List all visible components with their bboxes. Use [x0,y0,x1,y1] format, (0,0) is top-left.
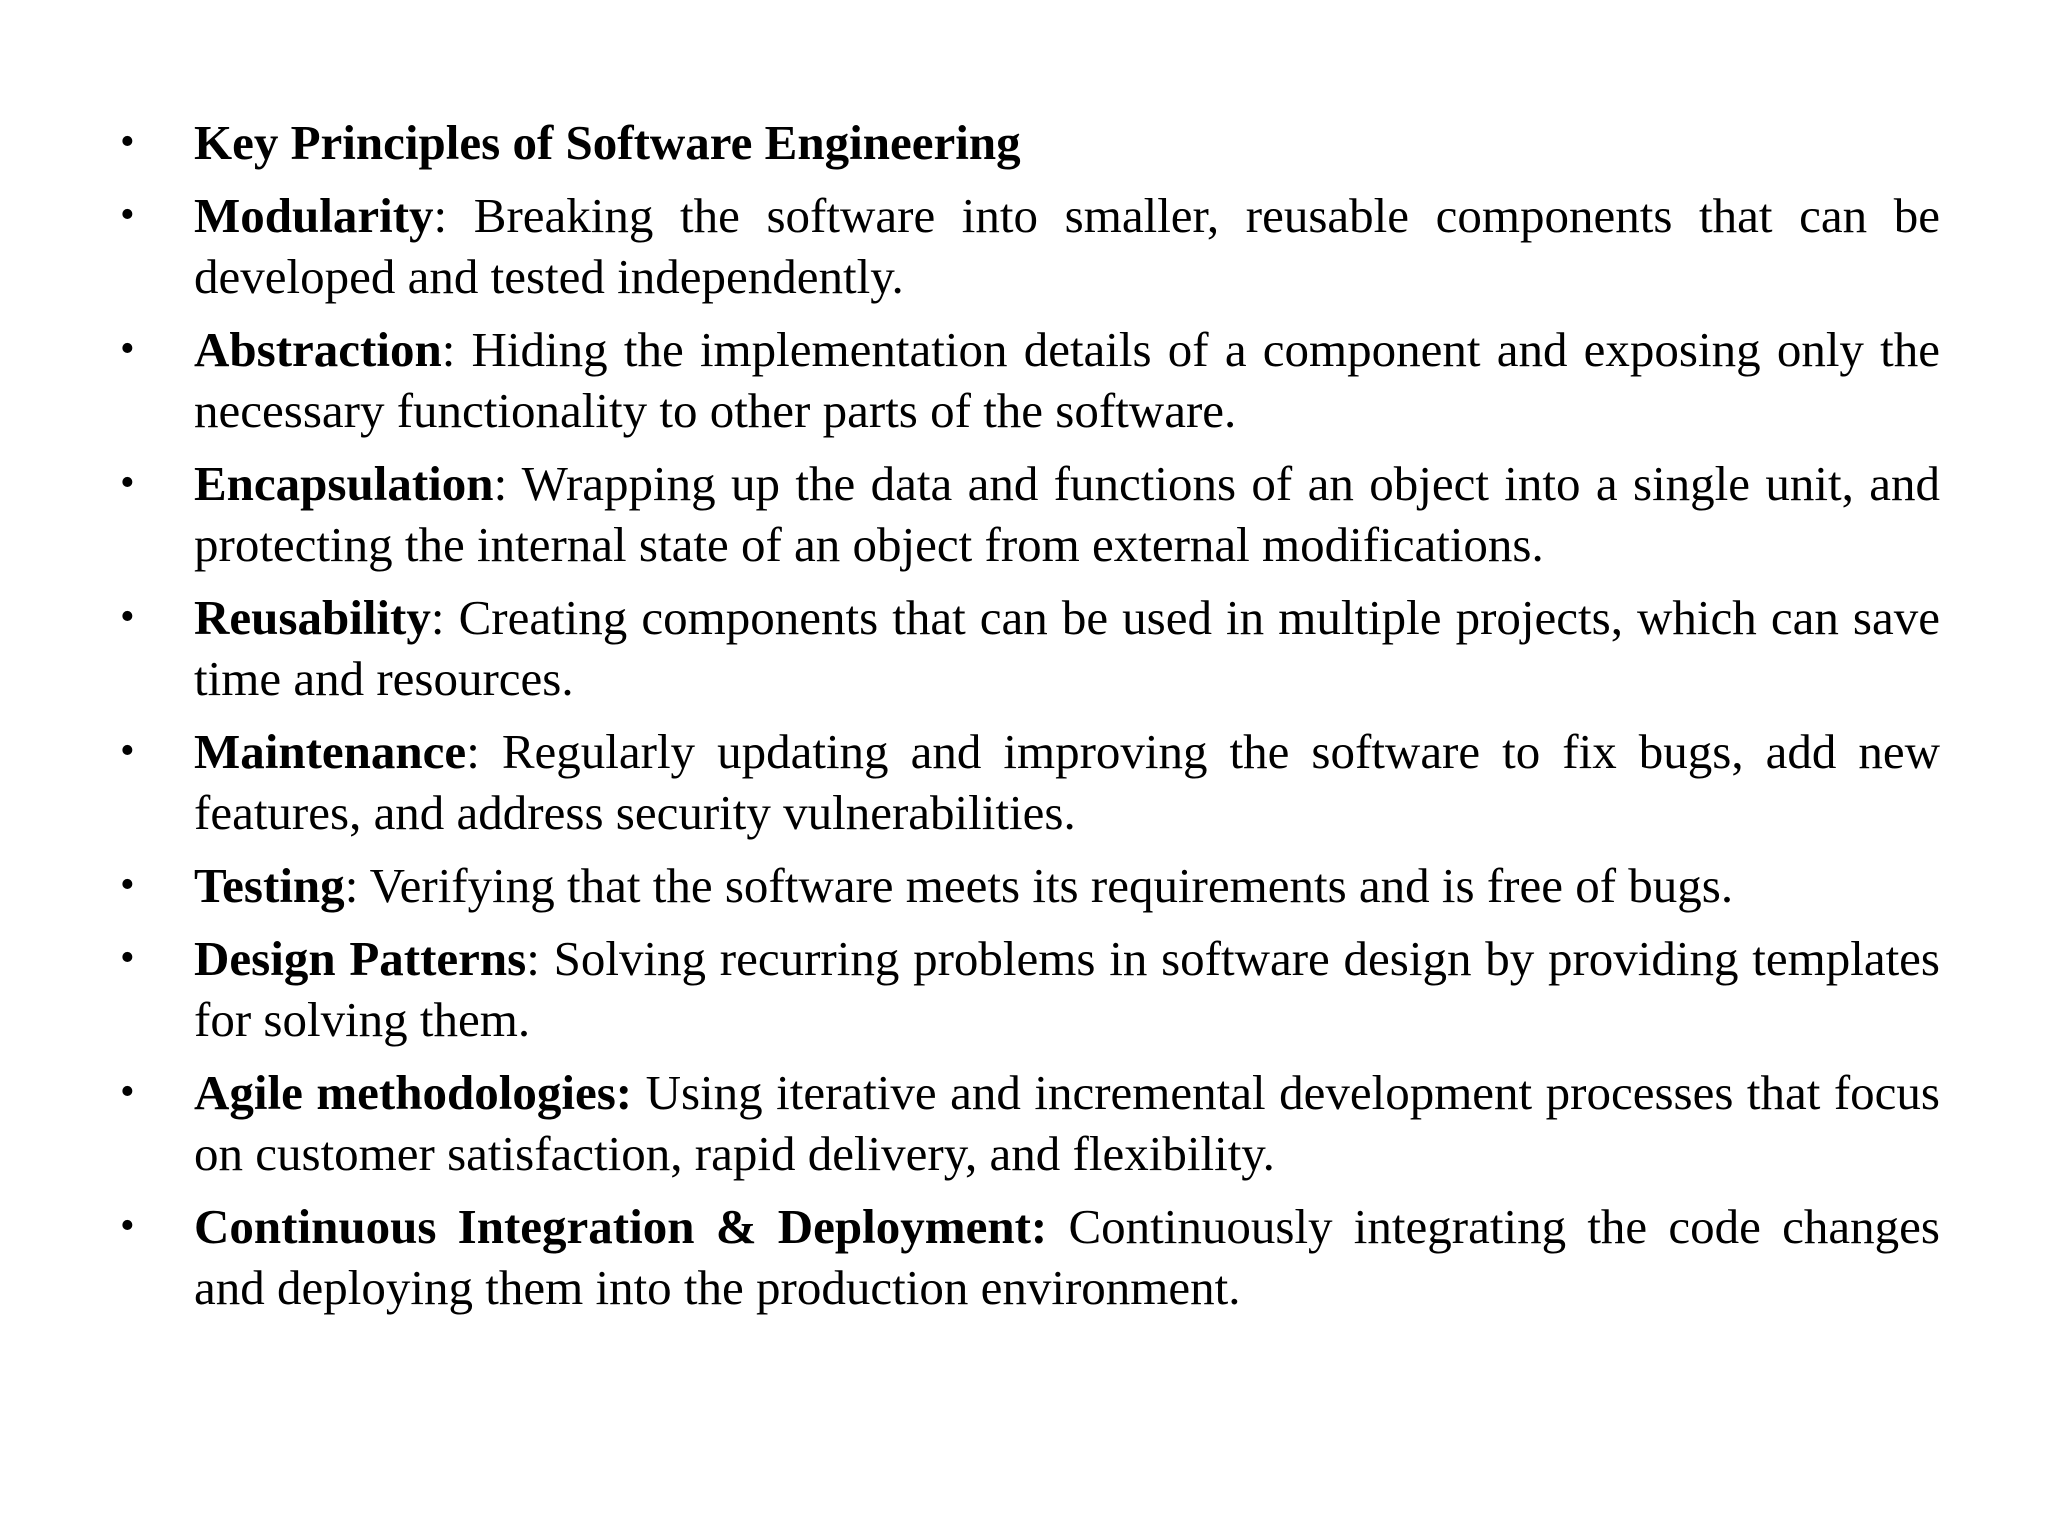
item-separator: : [344,858,359,913]
item-separator: : [433,188,448,243]
item-term: Modularity [194,188,434,243]
list-item [120,855,1940,916]
item-description: Verifying that the software meets its requirements and is free of bugs. [358,858,1734,913]
bullet-icon: • [120,192,135,238]
item-description: Hiding the implementation details of a component and exposing only the necessary functionality to other parts of the software. [194,322,1940,438]
item-term: Design Patterns [194,931,527,986]
item-term: Testing [194,858,345,913]
item-term: Reusability [194,590,431,645]
item-description: Creating components that can be used in multiple projects, which can save time and resources. [194,590,1940,706]
list-item [120,1062,1940,1184]
bullet-icon: • [120,326,135,372]
list-item [120,587,1940,709]
item-separator: : [493,456,508,511]
list-item [120,721,1940,843]
bullet-icon: • [120,594,135,640]
item-separator: : [441,322,456,377]
list-item [120,185,1940,307]
item-term: Continuous Integration & Deployment: [194,1199,1048,1254]
item-separator: : [466,724,480,779]
item-term: Maintenance [194,724,467,779]
item-description: Using iterative and incremental development processes that focus on customer satisfaction, rapid delivery, and flexibility. [194,1065,1940,1181]
bullet-icon: • [120,862,135,908]
item-description: Wrapping up the data and functions of an object into a single unit, and protecting the internal state of an object from external modifications. [194,456,1940,572]
list-item [120,112,1940,173]
bullet-icon: • [120,460,135,506]
list-item [120,319,1940,441]
item-separator: : [430,590,445,645]
item-term: Key Principles of Software Engineering [194,115,1021,170]
list-item [120,1196,1940,1318]
bullet-icon: • [120,1203,135,1249]
bullet-list [120,112,1940,1330]
bullet-icon: • [120,1069,135,1115]
bullet-icon: • [120,728,135,774]
item-description: Continuously integrating the code changes and deploying them into the production environment. [194,1199,1940,1315]
item-description: Solving recurring problems in software design by providing templates for solving them. [194,931,1941,1047]
item-description: Breaking the software into smaller, reusable components that can be developed and tested independently. [194,188,1940,304]
item-separator: : [526,931,540,986]
item-description: Regularly updating and improving the software to fix bugs, add new features, and address security vulnerabilities. [194,724,1940,840]
bullet-icon: • [120,935,135,981]
item-term: Encapsulation [194,456,494,511]
bullet-icon: • [120,119,135,165]
item-term: Agile methodologies: [194,1065,633,1120]
list-item [120,453,1940,575]
list-item [120,928,1940,1050]
item-term: Abstraction [194,322,442,377]
